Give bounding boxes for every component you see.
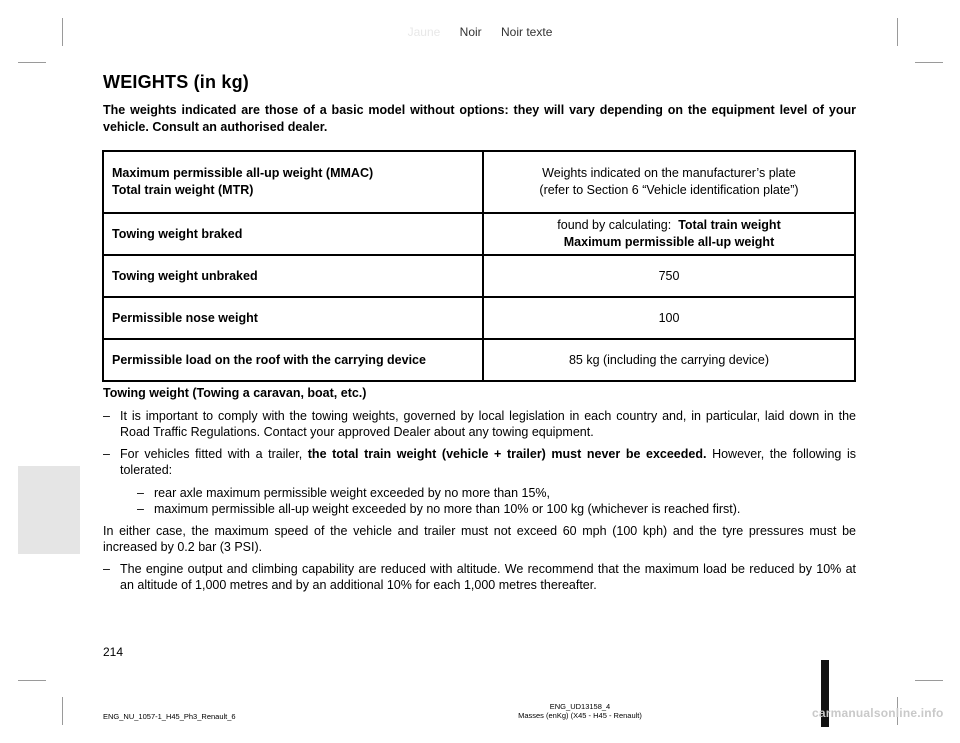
bullet-text-bold: the total train weight (vehicle + trailer) must never be exceeded. [307, 446, 707, 461]
color-label-noir: Noir [459, 25, 482, 39]
list-item [103, 446, 856, 518]
crop-mark [62, 697, 63, 725]
bullet-text: It is important to comply with the towing weights, governed by local legislation in each country and, in particular, laid down in the Road Traffic Regulations. Contact your approved Dealer about any towing equipment. [120, 408, 856, 439]
table-row [103, 339, 855, 381]
list-item [103, 408, 856, 441]
page-number: 214 [103, 645, 124, 659]
footer-right-line: Masses (enKg) (X45 - H45 - Renault) [518, 711, 642, 720]
table-row [103, 297, 855, 339]
row-label-line: Maximum permissible all-up weight (MMAC) [112, 166, 374, 180]
watermark: carmanualsonline.info [812, 706, 944, 720]
formula-denominator: Maximum permissible all-up weight [563, 235, 775, 249]
bullet-text: However, the following is tolerated: [120, 446, 856, 477]
body-text [103, 385, 856, 599]
intro-text: The weights indicated are those of a basic model without options: they will vary depending on the equipment level of your vehicle. Consult an authorised dealer. [103, 103, 856, 134]
weights-table [102, 150, 856, 382]
sub-bullet-text: maximum permissible all-up weight exceeded by no more than 10% or 100 kg (whichever is reached first). [154, 502, 741, 516]
bullet-dash: – [137, 502, 144, 516]
color-label-noir-texte: Noir texte [501, 25, 553, 39]
row-value [483, 213, 855, 255]
row-label: Permissible nose weight [103, 297, 483, 339]
crop-mark [915, 62, 943, 63]
paragraph: In either case, the maximum speed of the vehicle and trailer must not exceed 60 mph (100 kph) and the tyre pressures must be increased by 0.2 bar (3 PSI). [103, 523, 856, 554]
footer-left-code: ENG_NU_1057-1_H45_Ph3_Renault_6 [103, 712, 236, 721]
formula-prefix: found by calculating: [557, 218, 672, 232]
bullet-dash: – [103, 408, 110, 423]
crop-mark [915, 680, 943, 681]
row-label [103, 151, 483, 213]
crop-mark [18, 680, 46, 681]
row-label: Permissible load on the roof with the carrying device [103, 339, 483, 381]
footer-right-code [480, 702, 680, 720]
row-value [483, 151, 855, 213]
row-value-line: (refer to Section 6 “Vehicle identification plate”) [539, 183, 799, 197]
bullet-dash: – [137, 485, 144, 500]
row-label: Towing weight unbraked [103, 255, 483, 297]
table-row [103, 151, 855, 213]
table-row [103, 255, 855, 297]
sub-list [120, 485, 856, 518]
crop-mark [18, 62, 46, 63]
row-value: 85 kg (including the carrying device) [483, 339, 855, 381]
sub-list-item [137, 501, 856, 518]
footer-right-line: ENG_UD13158_4 [549, 702, 611, 711]
list-item [103, 561, 856, 594]
section-heading: Towing weight (Towing a caravan, boat, etc.) [103, 386, 367, 400]
table-row [103, 213, 855, 255]
formula-numerator: Total train weight [678, 218, 781, 232]
row-value: 750 [483, 255, 855, 297]
bullet-text: For vehicles fitted with a trailer, [120, 446, 303, 461]
row-label: Towing weight braked [103, 213, 483, 255]
color-separation-labels [0, 25, 960, 39]
color-label-jaune: Jaune [407, 25, 441, 39]
page-title: WEIGHTS (in kg) [103, 72, 249, 92]
sub-bullet-text: rear axle maximum permissible weight exceeded by no more than 15%, [154, 485, 551, 500]
bullet-dash: – [103, 446, 110, 461]
sub-list-item [137, 485, 856, 502]
row-value-line: Weights indicated on the manufacturer’s plate [542, 166, 796, 180]
bullet-dash: – [103, 561, 110, 576]
row-label-line: Total train weight (MTR) [112, 183, 254, 197]
row-value: 100 [483, 297, 855, 339]
bullet-text: The engine output and climbing capability are reduced with altitude. We recommend that the maximum load be reduced by 10% at an altitude of 1,000 metres and by an additional 10% for each 1,000 metres thereafter. [120, 561, 856, 592]
section-side-tab [18, 466, 80, 554]
